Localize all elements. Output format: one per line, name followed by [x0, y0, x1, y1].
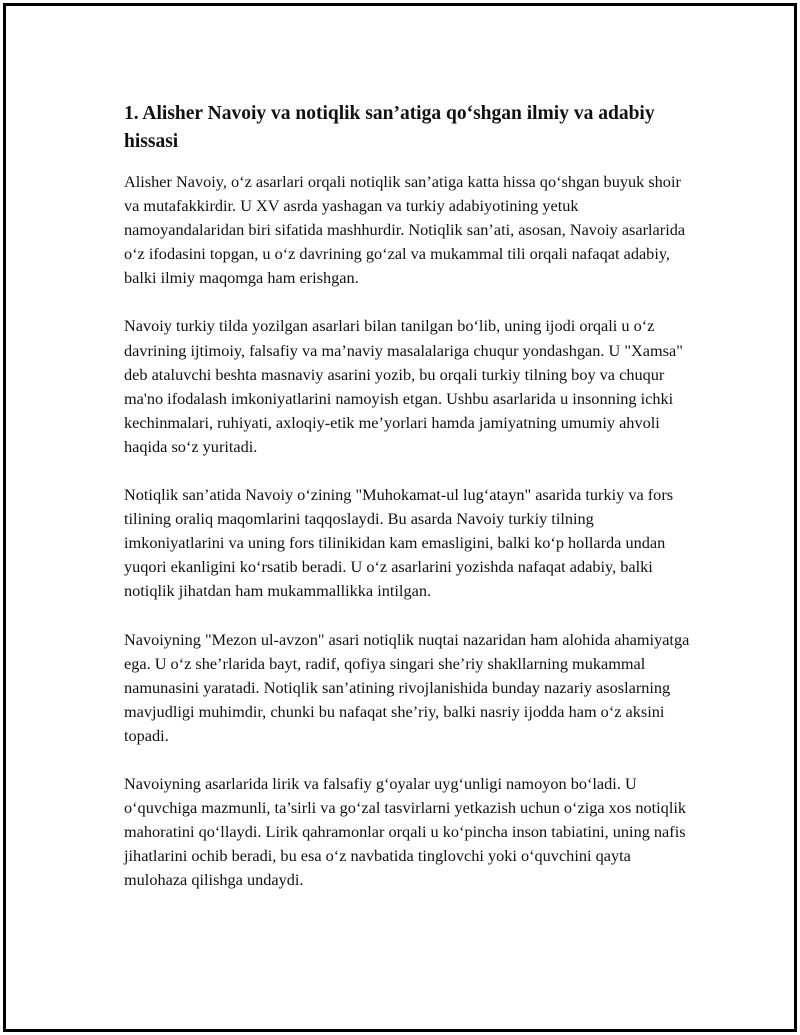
page-frame	[3, 3, 797, 1032]
paragraph-2: Navoiy turkiy tilda yozilgan asarlari bilan tanilgan bo‘lib, uning ijodi orqali u o‘z davrining ijtimoiy, falsafiy va ma’naviy masalalariga chuqur yondashgan. U "Xamsa" deb ataluvchi beshta masnaviy asarini yozib, bu orqali turkiy tilning boy va chuqur ma'no ifodalash imkoniyatlarini namoyish etgan. Ushbu asarlarida u insonning ichki kechinmalari, ruhiyati, axloqiy-etik me’yorlari hamda jamiyatning umumiy ahvoli haqida so‘z yuritadi.	[124, 316, 683, 456]
paragraph-1: Alisher Navoiy, o‘z asarlari orqali notiqlik san’atiga katta hissa qo‘shgan buyuk shoir va mutafakkirdir. U XV asrda yashagan va turkiy adabiyotining yetuk namoyandalaridan biri sifatida mashhurdir. Notiqlik san’ati, asosan, Navoiy asarlarida o‘z ifodasini topgan, u o‘z davrining go‘zal va mukammal tili orqali nafaqat adabiy, balki ilmiy maqomga ham erishgan.	[124, 172, 686, 288]
section-heading: 1. Alisher Navoiy va notiqlik san’atiga qo‘shgan ilmiy va adabiy hissasi	[124, 103, 655, 152]
paragraph-3: Notiqlik san’atida Navoiy o‘zining "Muhokamat-ul lug‘atayn" asarida turkiy va fors tilining oraliq maqomlarini taqqoslaydi. Bu asarda Navoiy turkiy tilning imkoniyatlarini va uning fors tilinikidan kam emasligini, balki ko‘p hollarda undan yuqori ekanligini ko‘rsatib beradi. U o‘z asarlarini yozishda nafaqat adabiy, balki notiqlik jihatdan ham mukammallikka intilgan.	[124, 485, 674, 601]
paragraph-5: Navoiyning asarlarida lirik va falsafiy g‘oyalar uyg‘unligi namoyon bo‘ladi. U o‘quvchiga mazmunli, ta’sirli va go‘zal tasvirlarni yetkazish uchun o‘ziga xos notiqlik mahoratini qo‘llaydi. Lirik qahramonlar orqali u ko‘pincha inson tabiatini, uning nafis jihatlarini ochib beradi, bu esa o‘z navbatida tinglovchi yoki o‘quvchini qayta mulohaza qilishga undaydi.	[124, 773, 687, 890]
paragraph-4: Navoiyning "Mezon ul-avzon" asari notiqlik nuqtai nazaridan ham alohida ahamiyatga ega. U o‘z she’rlarida bayt, radif, qofiya singari she’riy shakllarning mukammal namunasini yaratadi. Notiqlik san’atining rivojlanishida bunday nazariy asoslarning mavjudligi muhimdir, chunki bu nafaqat she’riy, balki nasriy ijodda ham o‘z aksini topadi.	[124, 629, 690, 745]
document-body	[124, 100, 696, 916]
